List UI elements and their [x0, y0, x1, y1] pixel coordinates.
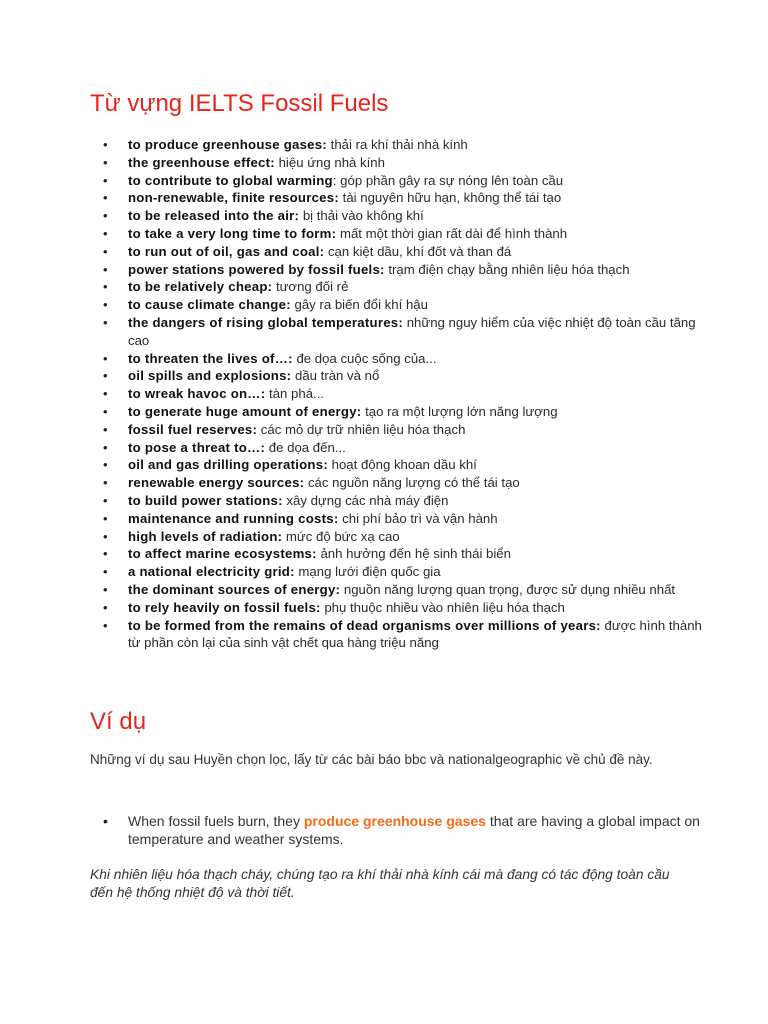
vocab-meaning: được hình thành từ phần còn lại của sinh vật chết qua hàng triệu năng — [128, 617, 702, 651]
vocab-item — [128, 189, 708, 207]
page-title: Từ vựng IELTS Fossil Fuels — [90, 90, 389, 117]
vocabulary-list — [103, 136, 708, 652]
vocab-item — [128, 563, 708, 581]
vocab-term: oil spills and explosions: — [128, 368, 292, 384]
vocab-term: to run out of oil, gas and coal: — [128, 243, 325, 259]
example-item — [128, 812, 708, 848]
vocab-item — [128, 261, 708, 279]
examples-list — [103, 812, 708, 848]
vocab-meaning: tài nguyên hữu hạn, không thể tái tạo — [339, 190, 562, 206]
vocab-meaning: phụ thuộc nhiều vào nhiên liệu hóa thạch — [320, 599, 565, 615]
vocab-item — [128, 439, 708, 457]
vocab-term: to rely heavily on fossil fuels: — [128, 599, 321, 615]
vocab-item — [128, 403, 708, 421]
vocab-item — [128, 314, 708, 350]
vocab-meaning: hoạt động khoan dầu khí — [327, 457, 477, 473]
vocab-item — [128, 225, 708, 243]
vocab-meaning: chi phí bảo trì và vận hành — [338, 510, 498, 526]
vocab-term: to pose a threat to…: — [128, 439, 266, 455]
example-text-before: When fossil fuels burn, they — [128, 813, 304, 829]
vocab-meaning: mức độ bức xạ cao — [282, 528, 400, 544]
vocab-item — [128, 172, 708, 190]
vocab-term: to generate huge amount of energy: — [128, 403, 362, 419]
vocab-term: high levels of radiation: — [128, 528, 283, 544]
vocab-item — [128, 599, 708, 617]
vocab-term: to wreak havoc on…: — [128, 386, 266, 402]
vocab-item — [128, 528, 708, 546]
example-highlight: produce greenhouse gases — [303, 813, 486, 829]
vocab-meaning: cạn kiệt dầu, khí đốt và than đá — [324, 243, 512, 259]
vocab-item — [128, 243, 708, 261]
vocab-meaning: gây ra biến đổi khí hậu — [290, 297, 428, 313]
vocab-meaning: mạng lưới điện quốc gia — [294, 564, 441, 580]
vocab-term: a national electricity grid: — [128, 564, 295, 580]
vocab-meaning: đe dọa cuộc sống của... — [292, 350, 437, 366]
example-text-after: that are having a global impact on temperature and weather systems. — [128, 813, 700, 847]
vocab-item — [128, 367, 708, 385]
vocab-meaning: các nguồn năng lượng có thể tái tạo — [304, 475, 520, 491]
vocab-term: oil and gas drilling operations: — [128, 457, 328, 473]
vocab-item — [128, 350, 708, 368]
vocab-term: non-renewable, finite resources: — [128, 190, 339, 206]
vocab-term: power stations powered by fossil fuels: — [128, 261, 385, 277]
vocab-meaning: những nguy hiểm của việc nhiệt độ toàn cầu tăng cao — [128, 314, 696, 348]
vocab-term: to contribute to global warming — [128, 172, 333, 188]
vocab-term: to produce greenhouse gases: — [128, 137, 327, 152]
vocab-meaning: hiệu ứng nhà kính — [274, 154, 385, 170]
vocab-term: to build power stations: — [128, 492, 283, 508]
vocab-meaning: thải ra khí thải nhà kính — [327, 137, 468, 152]
vocab-term: the greenhouse effect: — [128, 154, 275, 170]
vocab-meaning: dầu tràn và nổ — [291, 368, 380, 384]
vocab-term: renewable energy sources: — [128, 475, 305, 491]
vocab-item — [128, 474, 708, 492]
vocab-item — [128, 136, 708, 154]
vocab-item — [128, 207, 708, 225]
vocab-item — [128, 617, 708, 653]
vocab-meaning: trạm điện chạy bằng nhiên liệu hóa thạch — [384, 261, 630, 277]
vocab-item — [128, 296, 708, 314]
vocab-meaning: bị thải vào không khí — [299, 208, 424, 224]
examples-heading: Ví dụ — [90, 708, 147, 735]
vocab-item — [128, 421, 708, 439]
vocab-term: to cause climate change: — [128, 297, 291, 313]
vocab-item — [128, 492, 708, 510]
vocab-meaning: ảnh hưởng đến hệ sinh thái biển — [316, 546, 511, 562]
vocab-term: the dominant sources of energy: — [128, 581, 341, 597]
vocab-meaning: tạo ra một lượng lớn năng lượng — [361, 403, 558, 419]
vocab-item — [128, 154, 708, 172]
vocab-meaning: đe dọa đến... — [265, 439, 346, 455]
vocab-meaning: tàn phá... — [265, 386, 325, 402]
examples-intro: Những ví dụ sau Huyền chọn lọc, lấy từ các bài báo bbc và nationalgeographic về chủ đề này. — [90, 752, 653, 767]
vocab-meaning: : góp phần gây ra sự nóng lên toàn cầu — [332, 172, 564, 188]
vocab-item — [128, 545, 708, 563]
vocab-item — [128, 278, 708, 296]
vocab-meaning: nguồn năng lượng quan trọng, được sử dụng nhiều nhất — [340, 581, 676, 597]
vocab-meaning: mất một thời gian rất dài để hình thành — [336, 225, 568, 241]
example-translation: Khi nhiên liệu hóa thạch cháy, chúng tạo ra khí thải nhà kính cái mà đang có tác động toàn cầu đến hệ thống nhiệt độ và thời tiết. — [90, 867, 670, 900]
vocab-term: fossil fuel reserves: — [128, 421, 258, 437]
vocab-item — [128, 385, 708, 403]
vocab-term: to be relatively cheap: — [128, 279, 273, 295]
vocab-item — [128, 510, 708, 528]
vocab-item — [128, 456, 708, 474]
vocab-term: to be released into the air: — [128, 208, 300, 224]
vocab-meaning: xây dựng các nhà máy điện — [282, 492, 449, 508]
vocab-meaning: các mỏ dự trữ nhiên liệu hóa thạch — [257, 421, 466, 437]
vocab-term: maintenance and running costs: — [128, 510, 339, 526]
vocab-item — [128, 581, 708, 599]
vocab-term: to take a very long time to form: — [128, 225, 337, 241]
vocab-term: the dangers of rising global temperatures: — [128, 314, 404, 330]
vocab-term: to affect marine ecosystems: — [128, 546, 317, 562]
vocab-term: to be formed from the remains of dead organisms over millions of years: — [128, 617, 601, 633]
vocab-meaning: tương đối rẻ — [272, 279, 349, 295]
vocab-term: to threaten the lives of…: — [128, 350, 293, 366]
